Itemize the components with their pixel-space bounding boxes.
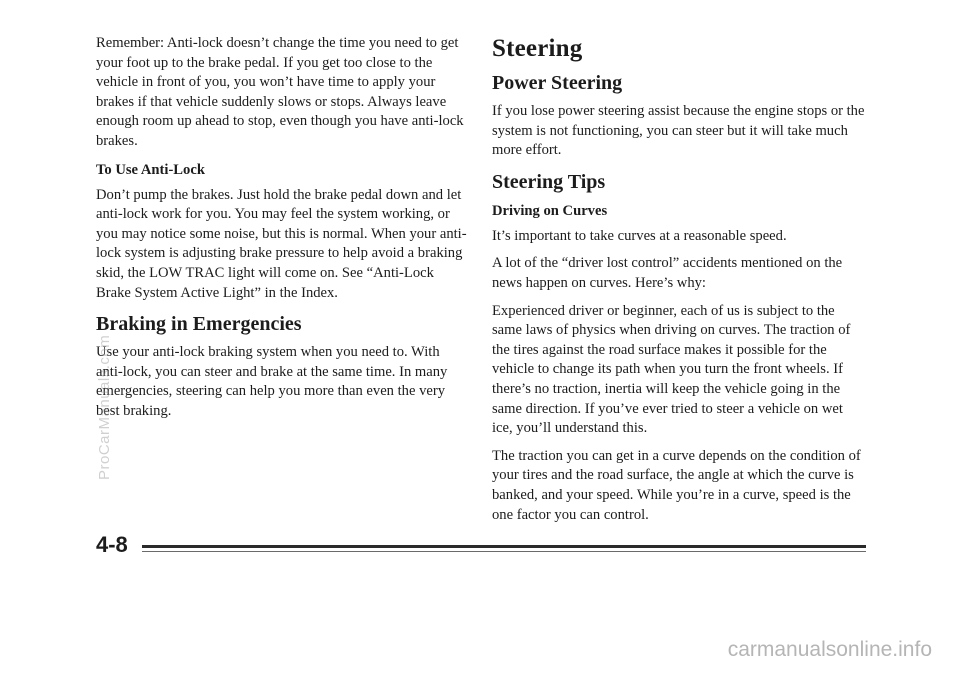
power-steering-paragraph: If you lose power steering assist because the engine stops or the system is not functioning, you can steer but it will take much more effort.: [492, 103, 865, 159]
braking-in-emergencies-heading: Braking in Emergencies: [96, 313, 302, 336]
page-footer: [96, 531, 866, 561]
curves-paragraph-3: Experienced driver or beginner, each of us is subject to the same laws of physics when driving on curves. The traction of the tires against the road surface makes it possible for the vehicle to change its path when you turn the front wheels. If there’s no traction, inertia will keep the vehicle going in the same direction. If you’ve ever tried to steer a vehicle on wet ice, you’ll understand this.: [492, 302, 851, 437]
curves-paragraph-4: The traction you can get in a curve depends on the condition of your tires and the road surface, the angle at which the curve is banked, and your speed. While you’re in a curve, speed is the one factor you can control.: [492, 447, 861, 523]
side-watermark: ProCarManuals.com: [96, 334, 113, 480]
curves-paragraph-1: It’s important to take curves at a reasonable speed.: [492, 227, 787, 244]
braking-in-emergencies-paragraph: Use your anti-lock braking system when you need to. With anti-lock, you can steer and brake at the same time. In many emergencies, steering can help you more than even the very best braking.: [96, 344, 448, 419]
footer-rule-thick: [142, 545, 866, 548]
to-use-anti-lock-heading: To Use Anti-Lock: [96, 161, 205, 178]
to-use-anti-lock-paragraph: Don’t pump the brakes. Just hold the brake pedal down and let anti-lock work for you. You may feel the system working, or you may notice some noise, but this is normal. When your anti-lock system is adjusting brake pressure to help avoid a braking skid, the LOW TRAC light will come on. See “Anti-Lock Brake System Active Light” in the Index.: [96, 186, 467, 301]
power-steering-heading: Power Steering: [492, 72, 623, 94]
footer-rule-thin: [142, 551, 866, 552]
left-column: [96, 34, 468, 430]
right-column: [492, 34, 866, 533]
bottom-watermark: carmanualsonline.info: [727, 638, 932, 661]
steering-tips-heading: Steering Tips: [492, 170, 606, 193]
driving-on-curves-heading: Driving on Curves: [492, 202, 608, 219]
curves-paragraph-2: A lot of the “driver lost control” accidents mentioned on the news happen on curves. Here’s why:: [492, 255, 843, 291]
page-number: 4-8: [96, 532, 128, 557]
anti-lock-reminder-paragraph: Remember: Anti-lock doesn’t change the time you need to get your foot up to the brake pedal. If you get too close to the vehicle in front of you, you won’t have time to apply your brakes if that vehicle suddenly slows or stops. Always leave enough room up ahead to stop, even though you have anti-lock brakes.: [96, 35, 464, 149]
steering-section-title: Steering: [492, 35, 583, 62]
